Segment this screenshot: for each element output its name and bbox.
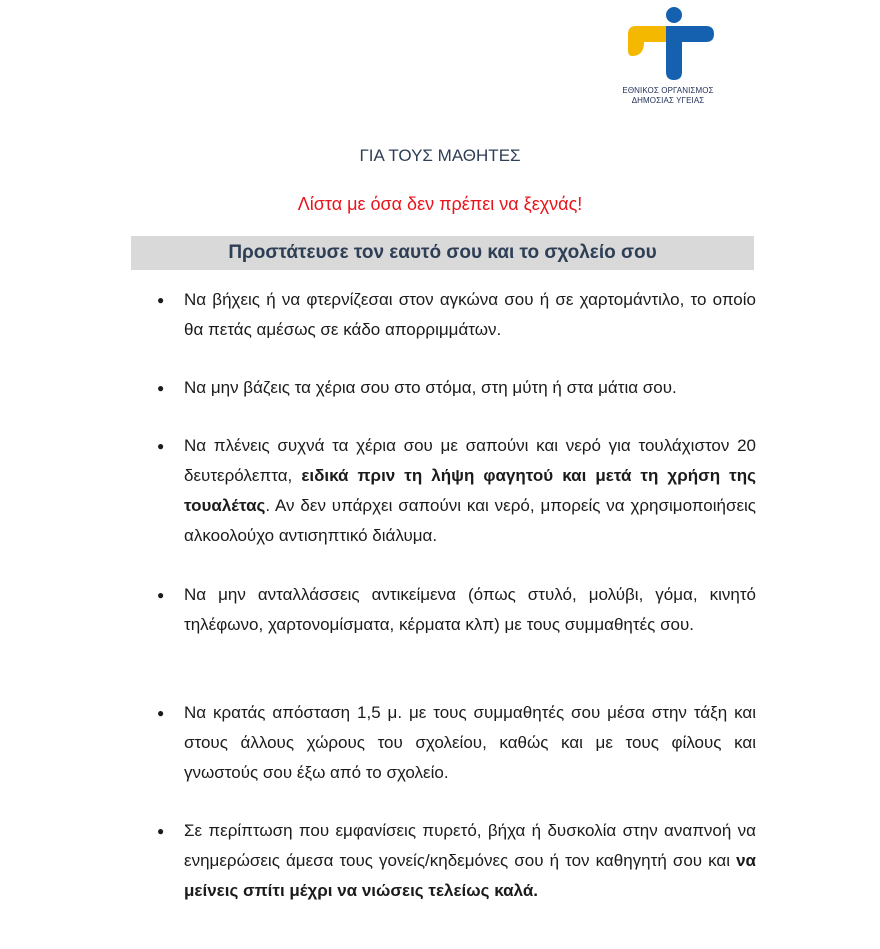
logo-line-2: ΔΗΜΟΣΙΑΣ ΥΓΕΙΑΣ <box>631 96 705 105</box>
list-item <box>157 285 756 345</box>
list-item-text: Να κρατάς απόσταση 1,5 μ. με τους συμμαθητές σου μέσα στην τάξη και στους άλλους χώρους του σχολείου, καθώς και με τους φίλους και γνωστούς σου έξω από το σχολείο. <box>184 703 756 782</box>
logo-line-1: ΕΘΝΙΚΟΣ ΟΡΓΑΝΙΣΜΟΣ <box>622 86 714 95</box>
page-subtitle: Λίστα με όσα δεν πρέπει να ξεχνάς! <box>297 194 583 214</box>
list-item-text: Να πλένεις συχνά τα χέρια σου με σαπούνι και νερό για τουλάχιστον 20 δευτερόλεπτα, <box>184 436 756 485</box>
list-item <box>157 580 756 640</box>
section-banner: Προστάτευσε τον εαυτό σου και το σχολείο σου <box>131 236 754 270</box>
bullet-icon: ● <box>157 588 165 602</box>
list-item-text: Σε περίπτωση που εμφανίσεις πυρετό, βήχα ή δυσκολία στην αναπνοή να ενημερώσεις άμεσα τους γονείς/κηδεμόνες σου ή τον καθηγητή σου και <box>184 821 756 870</box>
bullet-icon: ● <box>157 824 165 838</box>
list-item <box>157 698 756 788</box>
list-item-text: Να μην βάζεις τα χέρια σου στο στόμα, στη μύτη ή στα μάτια σου. <box>184 378 677 397</box>
page-title: ΓΙΑ ΤΟΥΣ ΜΑΘΗΤΕΣ <box>359 146 521 165</box>
bullet-icon: ● <box>157 706 165 720</box>
bullet-icon: ● <box>157 381 165 395</box>
list-item-bold: ειδικά πριν τη λήψη φαγητού και μετά τη χρήση της τουαλέτας <box>184 466 756 515</box>
list-item <box>157 431 756 551</box>
bullet-icon: ● <box>157 439 165 453</box>
list-item-bold: να μείνεις σπίτι μέχρι να νιώσεις τελείως καλά. <box>184 851 756 900</box>
list-item-text: . Αν δεν υπάρχει σαπούνι και νερό, μπορείς να χρησιμοποιήσεις αλκοολούχο αντισηπτικό διάλυμα. <box>184 496 756 545</box>
list-item <box>157 373 756 403</box>
list-item-text: Να βήχεις ή να φτερνίζεσαι στον αγκώνα σου ή σε χαρτομάντιλο, το οποίο θα πετάς αμέσως σε κάδο απορριμμάτων. <box>184 290 756 339</box>
list-item-text: Να μην ανταλλάσσεις αντικείμενα (όπως στυλό, μολύβι, γόμα, κινητό τηλέφωνο, χαρτονομίσματα, κέρματα κλπ) με τους συμμαθητές σου. <box>184 585 756 634</box>
list-item <box>157 816 756 906</box>
bullet-icon: ● <box>157 293 165 307</box>
